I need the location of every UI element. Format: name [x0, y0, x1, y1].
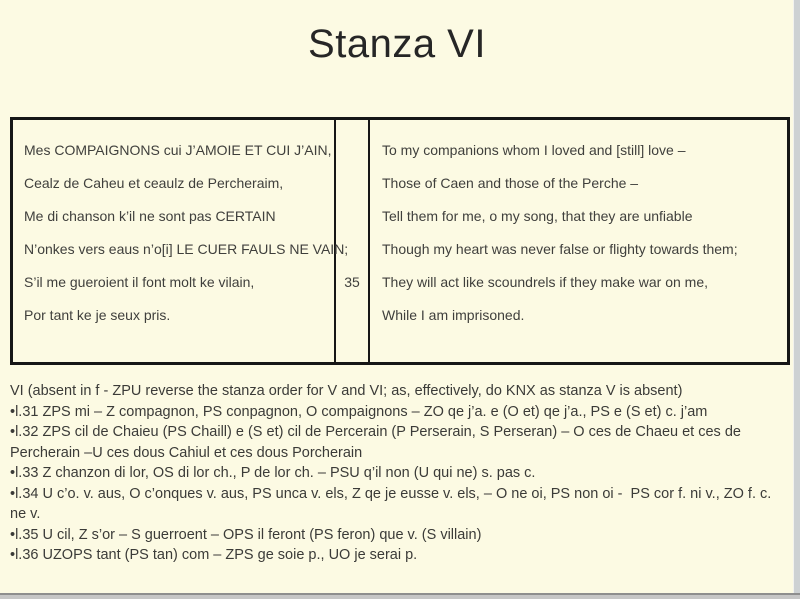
french-cell [13, 120, 349, 362]
verse-line-french: Por tant ke je seux pris. [24, 307, 171, 323]
verse-line-english: To my companions whom I loved and [still] love – [382, 142, 686, 158]
line-number-spacer [336, 134, 368, 167]
stanza-table [10, 117, 790, 365]
line-number-spacer [336, 299, 368, 332]
apparatus-note: •l.34 U c’o. v. aus, O c’onques v. aus, PS unca v. els, Z qe je eusse v. els, – O ne oi, PS non oi - PS cor f. ni v., ZO f. c. ne v. [10, 485, 776, 522]
verse-line-english: Tell them for me, o my song, that they are unfiable [382, 208, 693, 224]
verse-line-french: Cealz de Caheu et ceaulz de Percheraim, [24, 175, 284, 191]
apparatus-note: •l.31 ZPS mi – Z compagnon, PS conpagnon, O compaignons – ZO qe j’a. e (O et) qe j’a., PS e (S et) c. j’am [10, 403, 708, 420]
apparatus-note: •l.33 Z chanzon di lor, OS di lor ch., P de lor ch. – PSU q’il non (U qui ne) s. pas c. [10, 465, 536, 481]
verse-line-french: Mes COMPAIGNONS cui J’AMOIE ET CUI J’AIN, [24, 142, 332, 158]
apparatus-note: •l.35 U cil, Z s’or – S guerroent – OPS il feront (PS feron) que v. (S villain) [10, 526, 482, 543]
verse-line-english: While I am imprisoned. [382, 307, 525, 323]
apparatus-notes [10, 381, 790, 566]
verse-line-english: Those of Caen and those of the Perche – [382, 175, 639, 191]
line-number-spacer [336, 167, 368, 200]
line-number: 35 [344, 274, 360, 290]
verse-line-english: Though my heart was never false or flighty towards them; [382, 241, 738, 257]
window-edge-bottom [0, 593, 800, 599]
line-number-spacer [336, 200, 368, 233]
window-edge-right [793, 0, 800, 599]
line-number-spacer [336, 233, 368, 266]
apparatus-heading: VI (absent in f - ZPU reverse the stanza order for V and VI; as, effectively, do KNX as stanza V is absent) [10, 383, 683, 399]
apparatus-note: •l.36 UZOPS tant (PS tan) com – ZPS ge soie p., UO je serai p. [10, 547, 418, 563]
verse-line-french: S’il me gueroient il font molt ke vilain, [24, 274, 255, 290]
verse-line-french: N’onkes vers eaus n’o[i] LE CUER FAULS NE VAIN; [24, 241, 349, 257]
verse-line-french: Me di chanson k’il ne sont pas CERTAIN [24, 208, 276, 224]
english-cell [370, 120, 787, 362]
page-title: Stanza VI [308, 22, 486, 66]
apparatus-note: •l.32 ZPS cil de Chaieu (PS Chaill) e (S et) cil de Percerain (P Perserain, S Perseran) – O ces de Chaeu et ces de Percherain –U ces dous Cahiul et ces dous Porcherain [10, 424, 745, 461]
line-number-cell [336, 120, 370, 362]
verse-line-english: They will act like scoundrels if they make war on me, [382, 274, 709, 290]
